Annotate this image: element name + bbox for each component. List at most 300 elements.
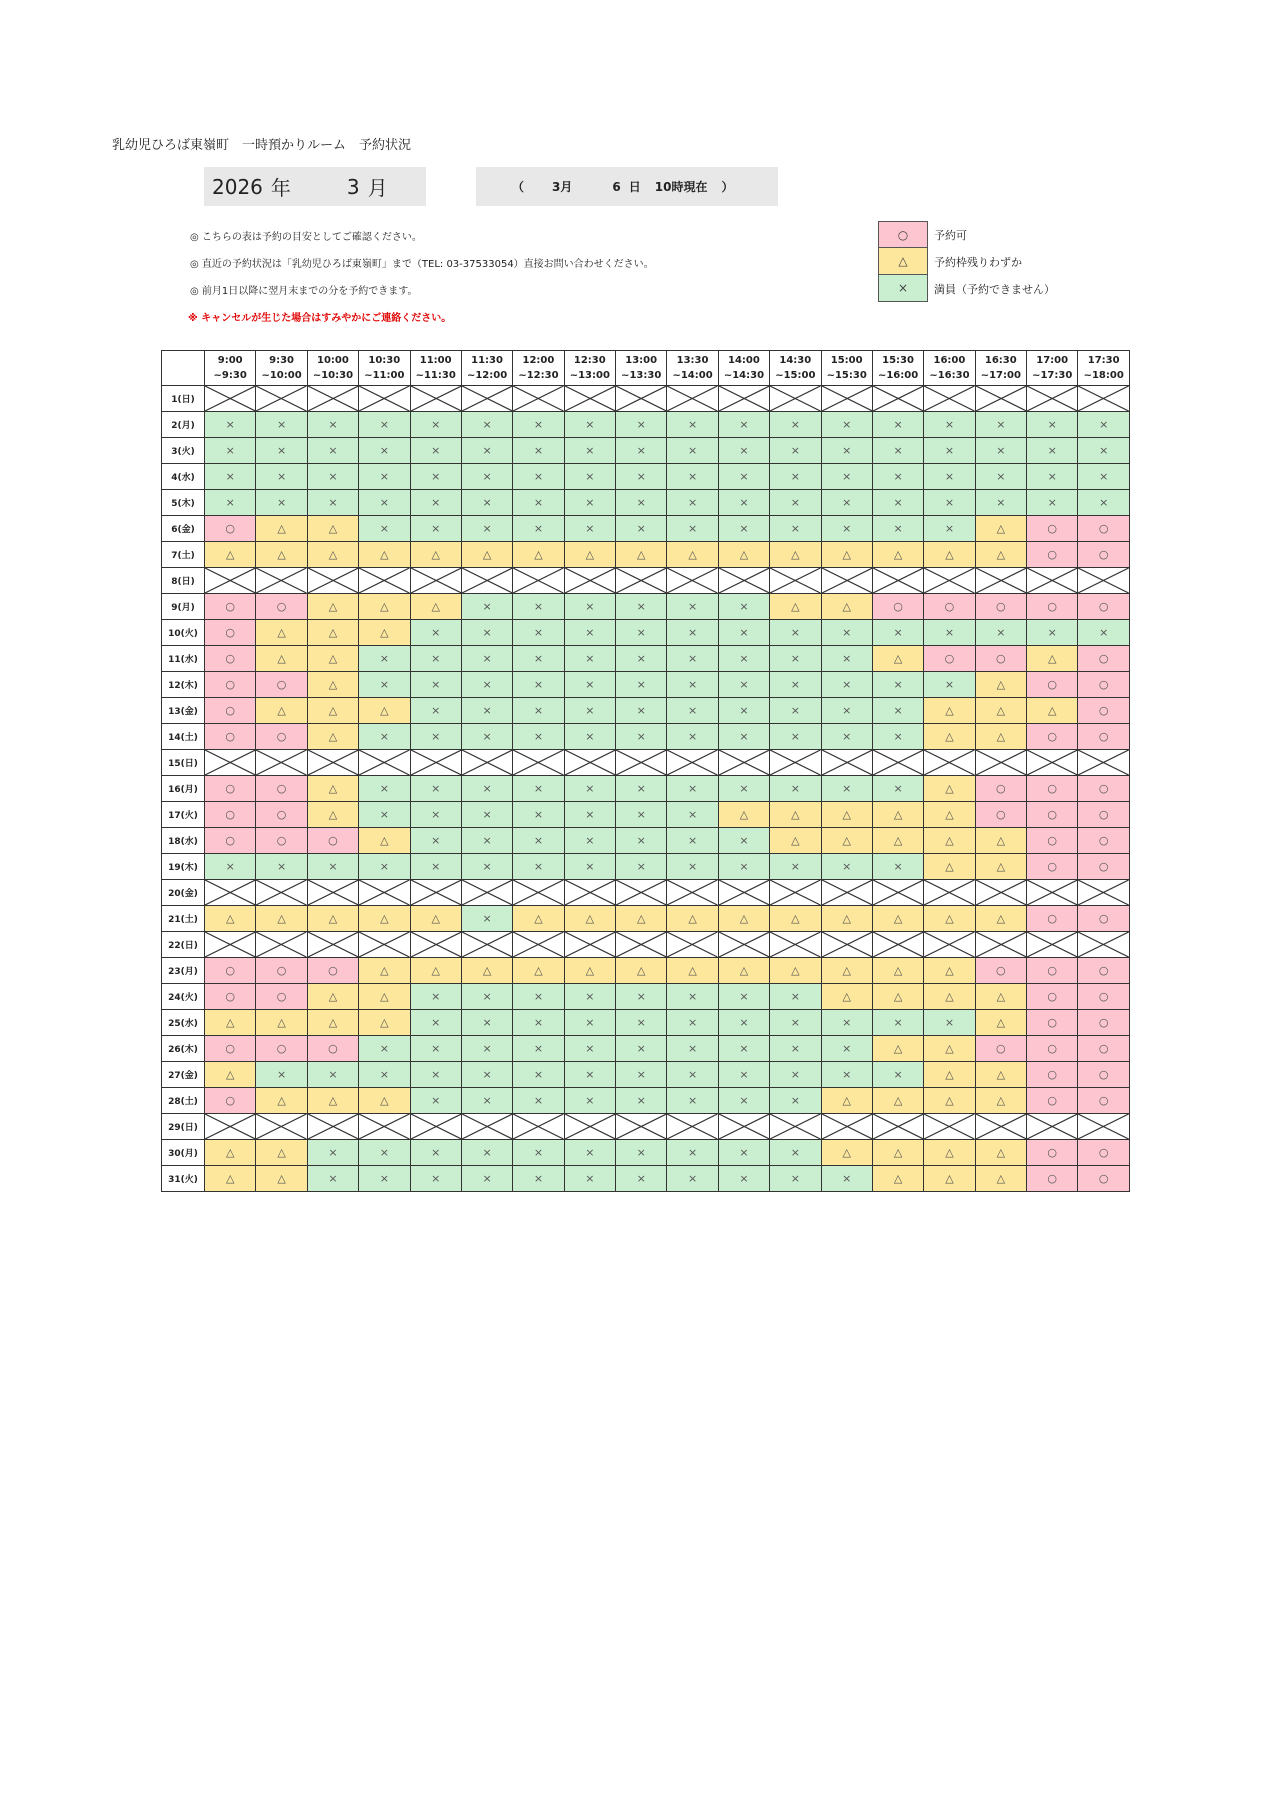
closed-cell xyxy=(205,880,256,906)
slot-cell: × xyxy=(513,490,564,516)
slot-end: ~13:00 xyxy=(569,370,610,381)
closed-cross-icon xyxy=(719,932,769,957)
slot-cell: × xyxy=(718,464,769,490)
slot-cell: × xyxy=(564,802,615,828)
slot-cell: × xyxy=(564,672,615,698)
slot-cell: × xyxy=(821,1062,872,1088)
closed-cell xyxy=(872,386,923,412)
slot-cell: △ xyxy=(924,1036,975,1062)
slot-cell: × xyxy=(205,412,256,438)
closed-cross-icon xyxy=(719,750,769,775)
slot-cell: × xyxy=(616,438,667,464)
table-row xyxy=(162,464,1130,490)
closed-cell xyxy=(718,750,769,776)
closed-cell xyxy=(307,932,358,958)
slot-cell: △ xyxy=(410,906,461,932)
slot-end: ~13:30 xyxy=(621,370,662,381)
table-row xyxy=(162,750,1130,776)
slot-cell: × xyxy=(461,698,512,724)
slot-cell: △ xyxy=(307,672,358,698)
slot-cell: × xyxy=(718,1062,769,1088)
slot-cell: ○ xyxy=(1027,1036,1078,1062)
closed-cell xyxy=(1027,750,1078,776)
slot-cell: △ xyxy=(256,646,307,672)
closed-cross-icon xyxy=(616,932,666,957)
day-label: 18(水) xyxy=(162,828,205,854)
slot-cell: × xyxy=(410,516,461,542)
slot-cell: × xyxy=(667,646,718,672)
legend-label-available: 予約可 xyxy=(934,228,967,242)
closed-cell xyxy=(513,932,564,958)
closed-cross-icon xyxy=(667,568,717,593)
day-label: 31(火) xyxy=(162,1166,205,1192)
slot-cell: △ xyxy=(821,594,872,620)
slot-cell: × xyxy=(872,620,923,646)
table-row xyxy=(162,698,1130,724)
slot-cell: ○ xyxy=(1027,1166,1078,1192)
time-slot-header xyxy=(718,351,769,386)
slot-cell: × xyxy=(616,1062,667,1088)
slot-cell: △ xyxy=(821,958,872,984)
slot-cell: △ xyxy=(256,620,307,646)
slot-cell: × xyxy=(718,412,769,438)
closed-cross-icon xyxy=(924,568,974,593)
slot-start: 15:30 xyxy=(882,355,914,366)
time-slot-header xyxy=(1027,351,1078,386)
slot-cell: △ xyxy=(307,646,358,672)
slot-cell: × xyxy=(821,412,872,438)
slot-cell: △ xyxy=(924,958,975,984)
slot-cell: × xyxy=(307,854,358,880)
slot-cell: △ xyxy=(359,1010,410,1036)
slot-cell: × xyxy=(872,672,923,698)
slot-cell: △ xyxy=(924,1166,975,1192)
slot-cell: × xyxy=(513,516,564,542)
slot-cell: × xyxy=(821,1036,872,1062)
slot-cell: × xyxy=(564,464,615,490)
note-item: ◎ 直近の予約状況は「乳幼児ひろば東嶺町」まで（TEL: 03-37533054）直接お問い合わせください。 xyxy=(190,259,654,270)
closed-cross-icon xyxy=(411,880,461,905)
closed-cell xyxy=(1078,568,1130,594)
closed-cross-icon xyxy=(822,386,872,411)
table-row xyxy=(162,412,1130,438)
day-label: 6(金) xyxy=(162,516,205,542)
slot-cell: × xyxy=(718,620,769,646)
note-item: ◎ こちらの表は予約の目安としてご確認ください。 xyxy=(190,232,422,243)
slot-cell: ○ xyxy=(872,594,923,620)
closed-cell xyxy=(616,750,667,776)
table-row xyxy=(162,880,1130,906)
slot-cell: △ xyxy=(667,958,718,984)
slot-cell: △ xyxy=(821,828,872,854)
slot-cell: ○ xyxy=(307,828,358,854)
slot-cell: × xyxy=(410,1062,461,1088)
slot-cell: × xyxy=(410,724,461,750)
slot-cell: × xyxy=(307,490,358,516)
closed-cross-icon xyxy=(976,1114,1026,1139)
slot-cell: △ xyxy=(359,594,410,620)
slot-cell: × xyxy=(872,698,923,724)
slot-cell: × xyxy=(872,776,923,802)
day-label: 29(日) xyxy=(162,1114,205,1140)
closed-cell xyxy=(307,880,358,906)
closed-cross-icon xyxy=(256,568,306,593)
slot-cell: × xyxy=(872,516,923,542)
slot-cell: × xyxy=(718,1036,769,1062)
slot-cell: × xyxy=(975,464,1026,490)
day-label: 20(金) xyxy=(162,880,205,906)
slot-cell: × xyxy=(667,802,718,828)
closed-cell xyxy=(616,568,667,594)
closed-cross-icon xyxy=(822,750,872,775)
slot-end: ~9:30 xyxy=(213,370,247,381)
table-row xyxy=(162,438,1130,464)
closed-cross-icon xyxy=(513,1114,563,1139)
slot-cell: × xyxy=(821,490,872,516)
slot-cell: △ xyxy=(975,1088,1026,1114)
slot-cell: × xyxy=(667,464,718,490)
closed-cell xyxy=(616,880,667,906)
slot-end: ~12:00 xyxy=(466,370,508,381)
closed-cell xyxy=(256,1114,307,1140)
closed-cell xyxy=(667,1114,718,1140)
closed-cell xyxy=(461,568,512,594)
closed-cell xyxy=(359,1114,410,1140)
slot-cell: ○ xyxy=(205,672,256,698)
slot-cell: △ xyxy=(205,1062,256,1088)
day-label: 23(月) xyxy=(162,958,205,984)
closed-cell xyxy=(1078,932,1130,958)
closed-cross-icon xyxy=(308,750,358,775)
slot-cell: △ xyxy=(924,542,975,568)
slot-cell: △ xyxy=(872,646,923,672)
closed-cell xyxy=(667,880,718,906)
closed-cell xyxy=(461,386,512,412)
closed-cross-icon xyxy=(976,880,1026,905)
slot-cell: △ xyxy=(513,958,564,984)
closed-cell xyxy=(924,880,975,906)
closed-cross-icon xyxy=(462,932,512,957)
closed-cell xyxy=(205,568,256,594)
slot-cell: × xyxy=(410,620,461,646)
slot-cell: × xyxy=(307,464,358,490)
closed-cell xyxy=(667,568,718,594)
closed-cross-icon xyxy=(565,386,615,411)
closed-cell xyxy=(1078,750,1130,776)
slot-cell: ○ xyxy=(205,1088,256,1114)
closed-cell xyxy=(924,1114,975,1140)
slot-cell: △ xyxy=(616,906,667,932)
legend xyxy=(878,221,1055,302)
closed-cell xyxy=(667,932,718,958)
slot-cell: × xyxy=(359,464,410,490)
time-slot-header xyxy=(256,351,307,386)
slot-end: ~15:30 xyxy=(826,370,867,381)
slot-cell: × xyxy=(359,802,410,828)
slot-cell: × xyxy=(410,802,461,828)
month-label: 月 xyxy=(367,176,388,200)
slot-cell: △ xyxy=(205,1140,256,1166)
closed-cell xyxy=(359,750,410,776)
slot-cell: × xyxy=(770,412,821,438)
closed-cross-icon xyxy=(873,386,923,411)
slot-cell: × xyxy=(770,1088,821,1114)
slot-cell: △ xyxy=(924,854,975,880)
slot-cell: × xyxy=(821,1166,872,1192)
closed-cell xyxy=(359,932,410,958)
table-row xyxy=(162,776,1130,802)
slot-start: 14:00 xyxy=(728,355,760,366)
slot-cell: △ xyxy=(564,906,615,932)
closed-cross-icon xyxy=(822,1114,872,1139)
closed-cell xyxy=(770,880,821,906)
closed-cross-icon xyxy=(565,568,615,593)
slot-cell: × xyxy=(1027,412,1078,438)
closed-cross-icon xyxy=(513,386,563,411)
slot-cell: × xyxy=(616,1166,667,1192)
closed-cross-icon xyxy=(719,568,769,593)
closed-cross-icon xyxy=(616,386,666,411)
slot-cell: × xyxy=(564,984,615,1010)
legend-item-few-left xyxy=(878,248,1055,275)
slot-cell: × xyxy=(718,698,769,724)
slot-cell: × xyxy=(667,1010,718,1036)
slot-cell: × xyxy=(770,724,821,750)
closed-cross-icon xyxy=(924,880,974,905)
slot-cell: ○ xyxy=(975,646,1026,672)
slot-cell: △ xyxy=(770,542,821,568)
closed-cross-icon xyxy=(719,1114,769,1139)
slot-cell: × xyxy=(821,724,872,750)
slot-cell: × xyxy=(924,412,975,438)
table-row xyxy=(162,672,1130,698)
slot-cell: × xyxy=(461,1036,512,1062)
slot-start: 14:30 xyxy=(779,355,812,366)
day-label: 8(日) xyxy=(162,568,205,594)
slot-cell: × xyxy=(513,984,564,1010)
slot-cell: ○ xyxy=(924,594,975,620)
slot-cell: × xyxy=(616,984,667,1010)
closed-cell xyxy=(975,568,1026,594)
slot-cell: × xyxy=(307,1062,358,1088)
slot-start: 16:00 xyxy=(933,355,966,366)
note-item: ◎ 前月1日以降に翌月末までの分を予約できます。 xyxy=(190,286,418,297)
slot-cell: × xyxy=(821,646,872,672)
slot-cell: × xyxy=(924,490,975,516)
closed-cell xyxy=(667,386,718,412)
time-slot-header xyxy=(307,351,358,386)
slot-cell: × xyxy=(359,438,410,464)
slot-cell: ○ xyxy=(1078,594,1130,620)
slot-cell: × xyxy=(718,1088,769,1114)
slot-cell: × xyxy=(616,828,667,854)
slot-start: 13:30 xyxy=(676,355,709,366)
closed-cross-icon xyxy=(359,880,409,905)
slot-cell: ○ xyxy=(307,1036,358,1062)
slot-cell: × xyxy=(770,438,821,464)
slot-cell: × xyxy=(770,698,821,724)
legend-swatch-full: × xyxy=(878,275,928,302)
slot-cell: × xyxy=(461,1010,512,1036)
slot-cell: △ xyxy=(256,516,307,542)
slot-cell: × xyxy=(667,1062,718,1088)
closed-cross-icon xyxy=(205,880,255,905)
as-of-time: 10時現在 xyxy=(654,180,708,194)
closed-cross-icon xyxy=(411,386,461,411)
slot-cell: × xyxy=(410,438,461,464)
table-row xyxy=(162,1114,1130,1140)
closed-cell xyxy=(924,568,975,594)
cancel-notice: ※ キャンセルが生じた場合はすみやかにご連絡ください。 xyxy=(188,313,452,324)
slot-cell: △ xyxy=(821,1088,872,1114)
slot-cell: ○ xyxy=(924,646,975,672)
closed-cell xyxy=(1027,880,1078,906)
slot-cell: △ xyxy=(307,1010,358,1036)
slot-cell: × xyxy=(307,1140,358,1166)
slot-cell: △ xyxy=(461,958,512,984)
slot-cell: ○ xyxy=(256,802,307,828)
closed-cell xyxy=(924,750,975,776)
as-of-month: 3月 xyxy=(552,180,573,194)
year-label: 年 xyxy=(270,176,291,200)
slot-cell: × xyxy=(718,776,769,802)
closed-cell xyxy=(975,386,1026,412)
slot-cell: ○ xyxy=(205,1036,256,1062)
slot-cell: △ xyxy=(924,828,975,854)
slot-cell: △ xyxy=(359,828,410,854)
slot-cell: × xyxy=(461,724,512,750)
slot-cell: × xyxy=(1078,438,1130,464)
time-slot-header xyxy=(667,351,718,386)
closed-cell xyxy=(564,880,615,906)
slot-cell: × xyxy=(821,438,872,464)
closed-cell xyxy=(1027,932,1078,958)
slot-cell: △ xyxy=(821,802,872,828)
slot-cell: △ xyxy=(718,958,769,984)
closed-cross-icon xyxy=(667,750,717,775)
slot-cell: × xyxy=(1027,620,1078,646)
slot-end: ~16:30 xyxy=(929,370,970,381)
year-month-box xyxy=(204,167,426,206)
slot-cell: △ xyxy=(975,854,1026,880)
slot-cell: ○ xyxy=(1027,672,1078,698)
closed-cell xyxy=(410,932,461,958)
table-row xyxy=(162,646,1130,672)
slot-cell: × xyxy=(770,1166,821,1192)
slot-start: 11:00 xyxy=(419,355,452,366)
slot-cell: △ xyxy=(872,828,923,854)
closed-cell xyxy=(461,880,512,906)
slot-cell: △ xyxy=(359,958,410,984)
day-label: 26(木) xyxy=(162,1036,205,1062)
slot-cell: △ xyxy=(667,542,718,568)
closed-cross-icon xyxy=(256,932,306,957)
slot-start: 9:30 xyxy=(269,355,294,366)
slot-cell: × xyxy=(513,724,564,750)
closed-cell xyxy=(564,1114,615,1140)
slot-cell: △ xyxy=(872,958,923,984)
closed-cross-icon xyxy=(256,750,306,775)
slot-cell: △ xyxy=(975,1166,1026,1192)
slot-cell: × xyxy=(564,1062,615,1088)
slot-cell: ○ xyxy=(256,672,307,698)
table-row xyxy=(162,386,1130,412)
legend-swatch-available: ○ xyxy=(878,221,928,248)
day-label: 13(金) xyxy=(162,698,205,724)
slot-cell: × xyxy=(616,776,667,802)
closed-cell xyxy=(513,880,564,906)
slot-cell: △ xyxy=(307,516,358,542)
table-row xyxy=(162,490,1130,516)
slot-cell: × xyxy=(770,1036,821,1062)
slot-cell: × xyxy=(1027,464,1078,490)
closed-cell xyxy=(872,1114,923,1140)
closed-cell xyxy=(872,880,923,906)
closed-cell xyxy=(718,1114,769,1140)
slot-cell: × xyxy=(718,1010,769,1036)
slot-cell: × xyxy=(718,724,769,750)
slot-cell: ○ xyxy=(975,1036,1026,1062)
slot-cell: ○ xyxy=(256,984,307,1010)
slot-cell: ○ xyxy=(1078,984,1130,1010)
slot-cell: △ xyxy=(616,542,667,568)
slot-cell: × xyxy=(564,776,615,802)
slot-cell: × xyxy=(770,854,821,880)
closed-cross-icon xyxy=(976,386,1026,411)
slot-start: 12:30 xyxy=(573,355,606,366)
slot-cell: × xyxy=(667,984,718,1010)
slot-cell: ○ xyxy=(256,724,307,750)
time-slot-header xyxy=(975,351,1026,386)
closed-cross-icon xyxy=(616,750,666,775)
slot-cell: ○ xyxy=(256,776,307,802)
slot-cell: × xyxy=(924,620,975,646)
slot-cell: × xyxy=(924,1010,975,1036)
slot-cell: ○ xyxy=(1027,1140,1078,1166)
slot-cell: × xyxy=(461,776,512,802)
slot-cell: △ xyxy=(975,698,1026,724)
as-of-day: 6 xyxy=(612,179,621,194)
slot-cell: × xyxy=(461,802,512,828)
slot-cell: × xyxy=(667,828,718,854)
closed-cell xyxy=(256,880,307,906)
closed-cross-icon xyxy=(667,1114,717,1139)
table-row xyxy=(162,1166,1130,1192)
slot-cell: ○ xyxy=(205,724,256,750)
closed-cell xyxy=(564,568,615,594)
slot-cell: △ xyxy=(410,958,461,984)
slot-cell: × xyxy=(770,464,821,490)
closed-cell xyxy=(718,386,769,412)
legend-swatch-few-left: △ xyxy=(878,248,928,275)
closed-cross-icon xyxy=(976,568,1026,593)
time-slot-header xyxy=(564,351,615,386)
slot-cell: △ xyxy=(975,672,1026,698)
slot-cell: × xyxy=(821,698,872,724)
closed-cross-icon xyxy=(565,932,615,957)
closed-cross-icon xyxy=(924,932,974,957)
slot-cell: × xyxy=(667,490,718,516)
closed-cross-icon xyxy=(462,568,512,593)
closed-cross-icon xyxy=(411,568,461,593)
slot-cell: × xyxy=(821,672,872,698)
slot-cell: × xyxy=(564,854,615,880)
closed-cross-icon xyxy=(565,750,615,775)
closed-cell xyxy=(461,1114,512,1140)
slot-cell: △ xyxy=(307,542,358,568)
closed-cross-icon xyxy=(462,386,512,411)
slot-cell: ○ xyxy=(1078,854,1130,880)
